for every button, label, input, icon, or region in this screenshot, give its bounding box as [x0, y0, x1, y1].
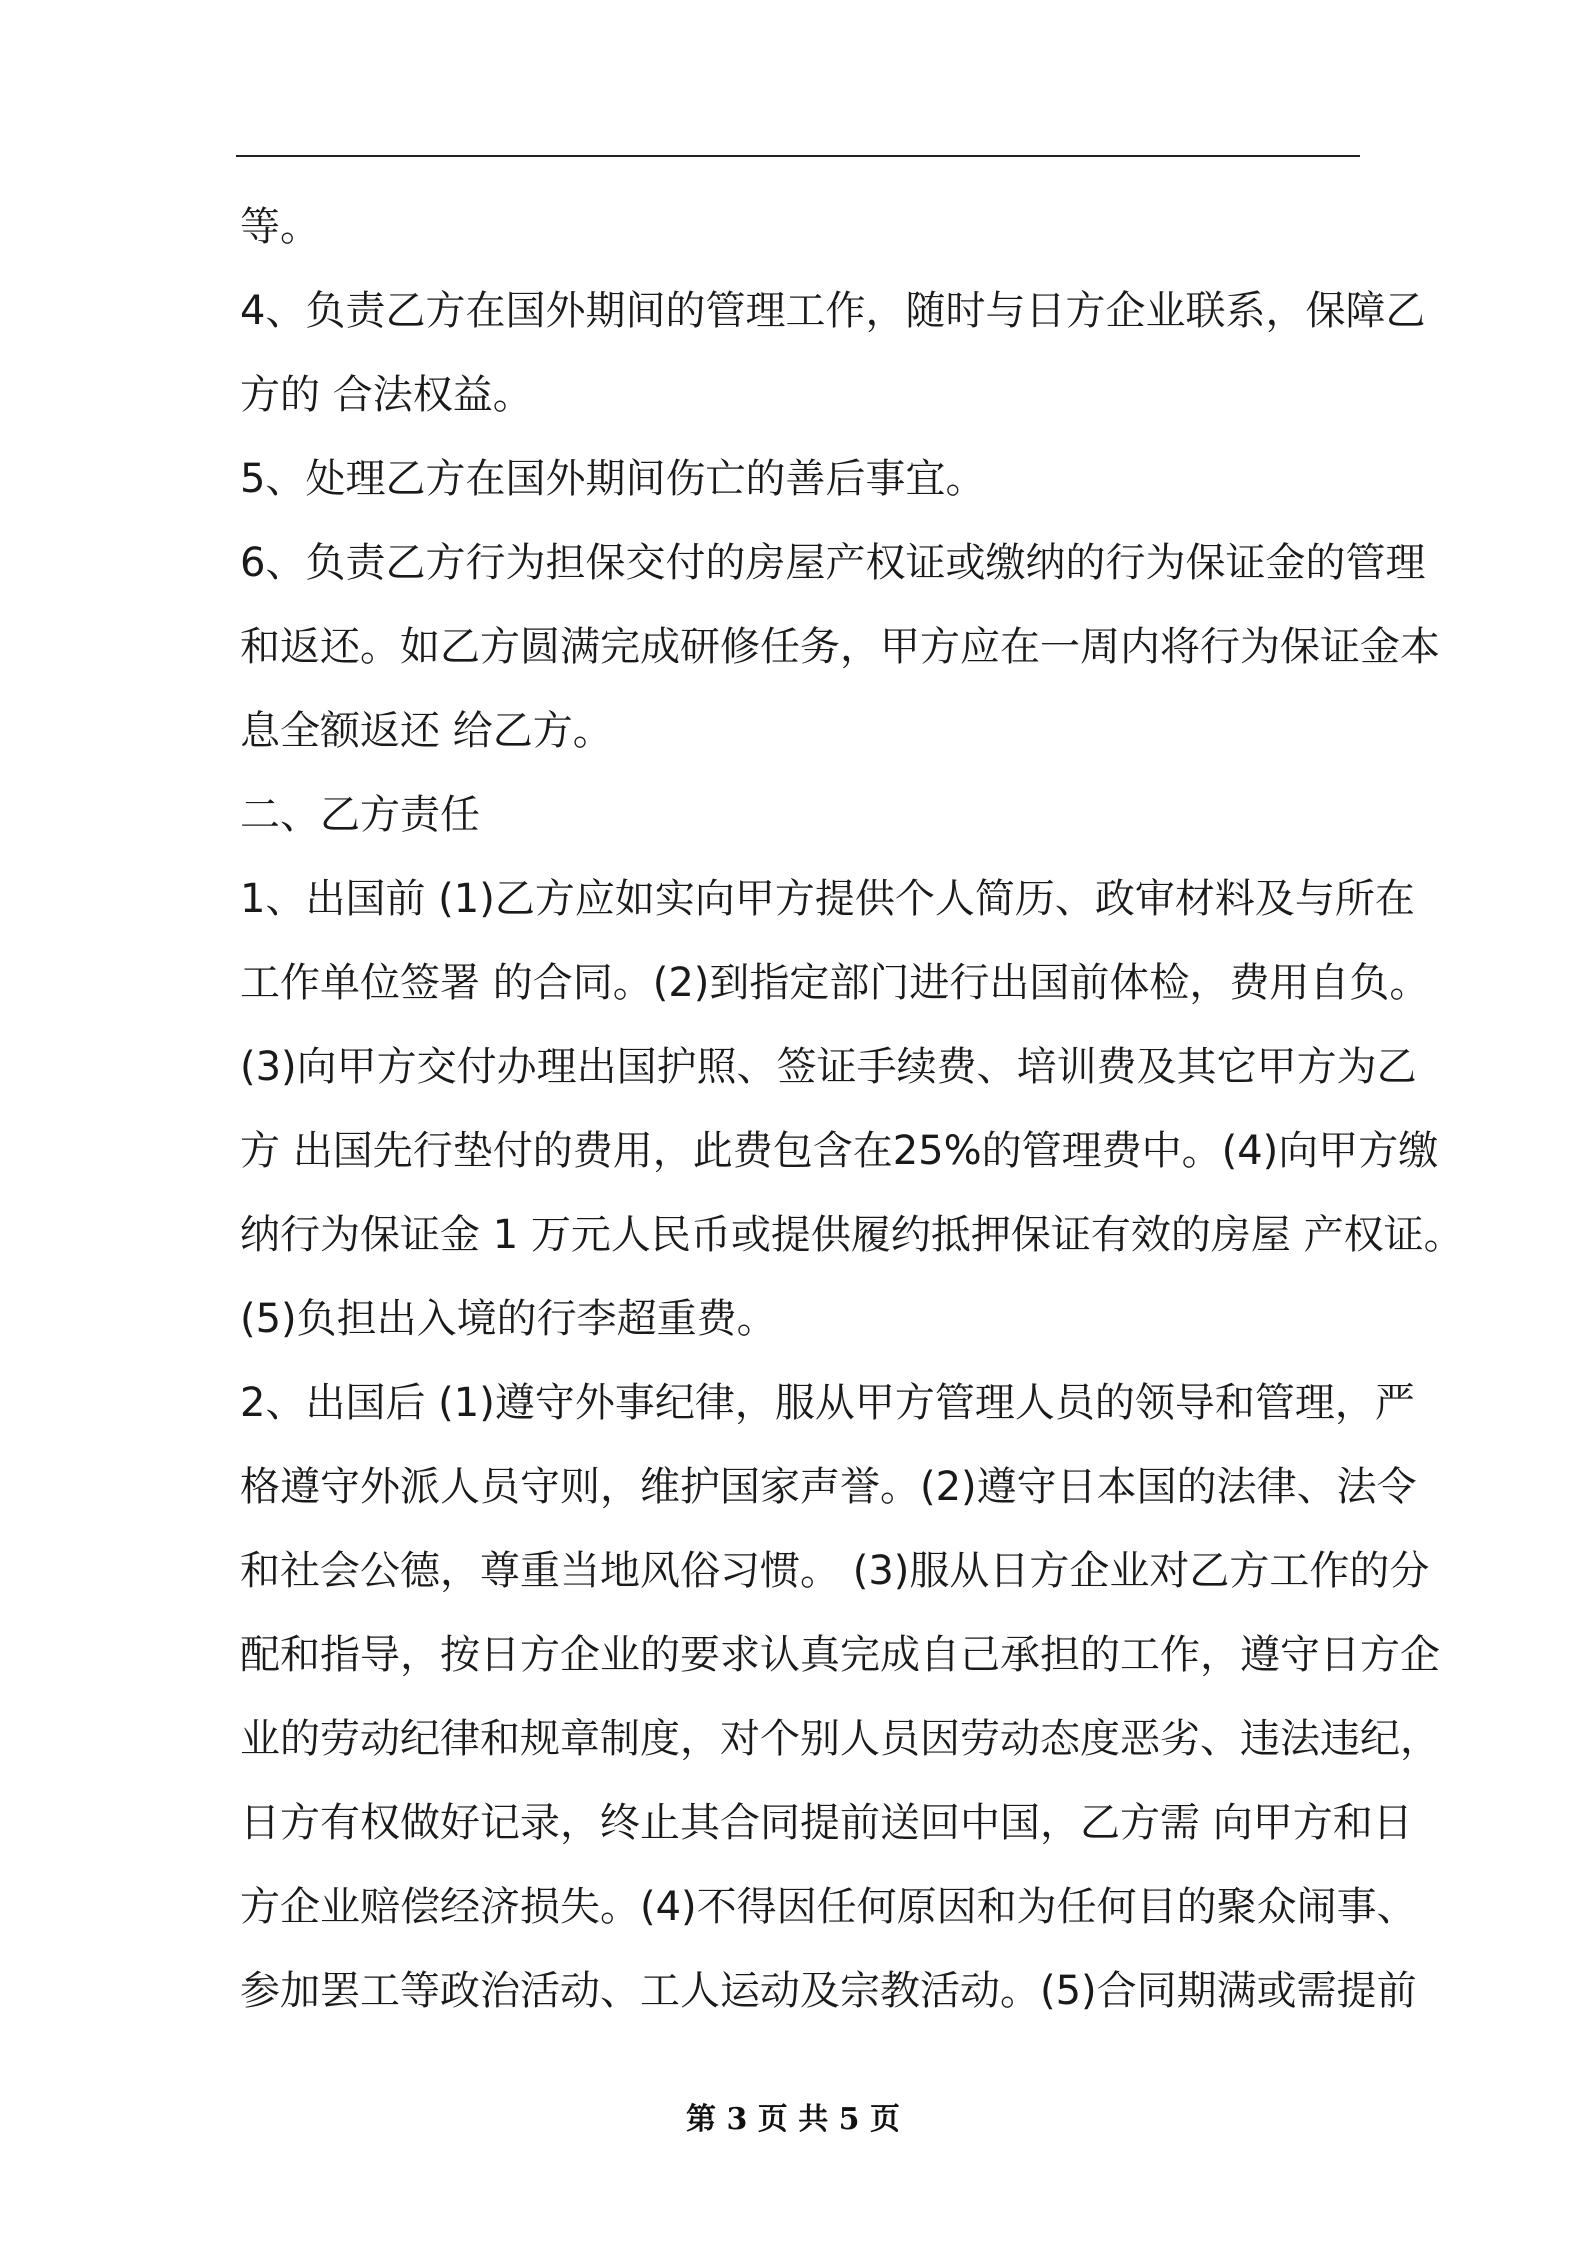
text-line: 工作单位签署 的合同。(2)到指定部门进行出国前体检，费用自负。 [240, 960, 1430, 1006]
section-heading: 二、乙方责任 [240, 792, 480, 838]
text-line: 纳行为保证金 1 万元人民币或提供履约抵押保证有效的房屋 产权证。 [240, 1212, 1464, 1258]
document-body [240, 196, 1464, 2044]
text-line: 格遵守外派人员守则，维护国家声誉。(2)遵守日本国的法律、法令 [240, 1464, 1417, 1510]
text-line: (3)向甲方交付办理出国护照、签证手续费、培训费及其它甲方为乙 [240, 1044, 1417, 1090]
header-rule [236, 155, 1360, 157]
text-line: 方的 合法权益。 [240, 372, 533, 418]
text-line: 1、出国前 (1)乙方应如实向甲方提供个人简历、政审材料及与所在 [240, 876, 1415, 922]
text-line: 日方有权做好记录，终止其合同提前送回中国，乙方需 向甲方和日 [240, 1800, 1413, 1846]
text-line: 息全额返还 给乙方。 [240, 708, 613, 754]
text-line: 和社会公德，尊重当地风俗习惯。 (3)服从日方企业对乙方工作的分 [240, 1548, 1430, 1594]
text-line: 和返还。如乙方圆满完成研修任务，甲方应在一周内将行为保证金本 [240, 624, 1440, 670]
text-line: 2、出国后 (1)遵守外事纪律，服从甲方管理人员的领导和管理，严 [240, 1380, 1415, 1426]
text-line: 等。 [240, 204, 320, 250]
text-line: 4、负责乙方在国外期间的管理工作，随时与日方企业联系，保障乙 [240, 288, 1426, 334]
text-line: 6、负责乙方行为担保交付的房屋产权证或缴纳的行为保证金的管理 [240, 540, 1426, 586]
text-line: 方 出国先行垫付的费用，此费包含在25%的管理费中。(4)向甲方缴 [240, 1128, 1439, 1174]
text-line: 业的劳动纪律和规章制度，对个别人员因劳动态度恶劣、违法违纪， [240, 1716, 1440, 1762]
text-line: 5、处理乙方在国外期间伤亡的善后事宜。 [240, 456, 986, 502]
page-number: 第 3 页 共 5 页 [686, 2102, 900, 2137]
text-line: 方企业赔偿经济损失。(4)不得因任何原因和为任何目的聚众闹事、 [240, 1884, 1417, 1930]
text-line: 配和指导，按日方企业的要求认真完成自己承担的工作，遵守日方企 [240, 1632, 1440, 1678]
text-line: 参加罢工等政治活动、工人运动及宗教活动。(5)合同期满或需提前 [240, 1968, 1417, 2014]
text-line: (5)负担出入境的行李超重费。 [240, 1296, 777, 1342]
